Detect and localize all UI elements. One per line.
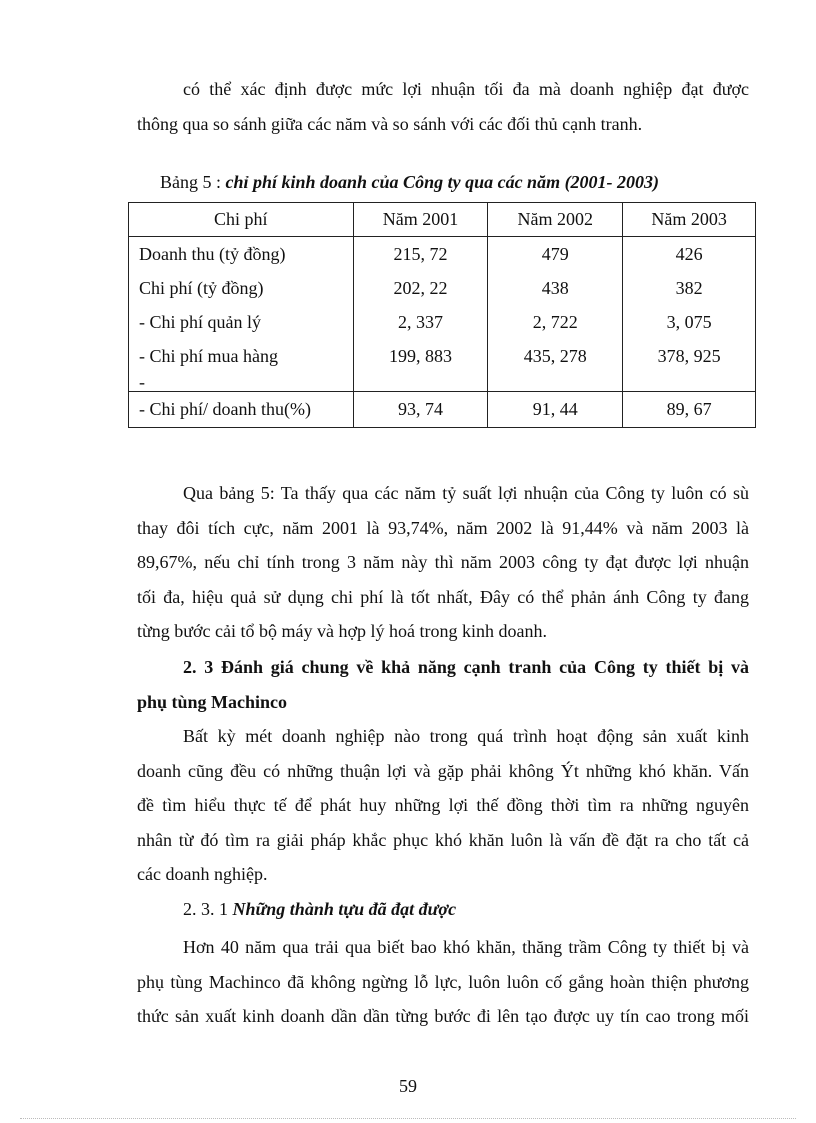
subsection-body-line: phụ tùng Machinco đã không ngừng lỗ lực, luôn luôn cố gắng hoàn thiện phương: [137, 971, 749, 992]
table-cell: [623, 373, 756, 392]
table-cell: 438: [488, 271, 623, 305]
subsection-number: 2. 3. 1: [183, 899, 233, 919]
table-row: [129, 339, 756, 373]
row-label: - Chi phí/ doanh thu(%): [129, 392, 354, 428]
table-caption: [160, 172, 659, 193]
section-heading-line: phụ tùng Machinco: [137, 691, 288, 712]
footer-divider: [20, 1118, 796, 1119]
analysis-line: Qua bảng 5: Ta thấy qua các năm tỷ suất lợi nhuận của Công ty luôn có sù: [183, 483, 749, 503]
intro-line: có thể xác định được mức lợi nhuận tối đa mà doanh nghiệp đạt được: [183, 79, 749, 99]
header-cell: Năm 2003: [623, 203, 756, 237]
table-cell: 89, 67: [623, 392, 756, 428]
table-header-row: [129, 203, 756, 237]
table-cell: 479: [488, 237, 623, 272]
table-caption-title: chỉ phí kinh doanh của Công ty qua các năm (2001- 2003): [225, 172, 660, 192]
table-cell: 378, 925: [623, 339, 756, 373]
row-label: Chi phí (tỷ đồng): [129, 271, 354, 305]
table-row: [129, 237, 756, 272]
table-cell: 382: [623, 271, 756, 305]
row-label: - Chi phí mua hàng: [129, 339, 354, 373]
header-cell: Năm 2001: [353, 203, 488, 237]
table-cell: 435, 278: [488, 339, 623, 373]
table-cell: 202, 22: [353, 271, 488, 305]
table-row: [129, 271, 756, 305]
table-cell: 215, 72: [353, 237, 488, 272]
row-label: Doanh thu (tỷ đồng): [129, 237, 354, 272]
table-row: [129, 305, 756, 339]
section-body-line: doanh cũng đều có những thuận lợi và gặp phải không Ýt những khó khăn. Vấn: [137, 760, 749, 781]
section-body-line: các doanh nghiệp.: [137, 864, 268, 884]
section-heading: [137, 650, 749, 719]
subsection-body-line: thức sản xuất kinh doanh dần dần từng bước đi lên tạo được uy tín cao trong mối: [137, 1006, 749, 1026]
subsection-body-line: Hơn 40 năm qua trải qua biết bao khó khăn, thăng trầm Công ty thiết bị và: [183, 937, 749, 957]
row-label: -: [129, 373, 354, 392]
table-cell: 93, 74: [353, 392, 488, 428]
intro-line: thông qua so sánh giữa các năm và so sánh với các đối thủ cạnh tranh.: [137, 113, 643, 134]
header-cell: Chi phí: [129, 203, 354, 237]
table-cell: 199, 883: [353, 339, 488, 373]
table-cell: [488, 373, 623, 392]
analysis-line: tối đa, hiệu quả sử dụng chi phí là tốt nhất, Đây có thể phản ánh Công ty đang: [137, 586, 749, 607]
table-caption-prefix: Bảng 5 :: [160, 172, 226, 192]
subsection-title: Những thành tựu đã đạt được: [232, 899, 457, 919]
table-cell: 91, 44: [488, 392, 623, 428]
section-heading-line: 2. 3 Đánh giá chung về khả năng cạnh tranh của Công ty thiết bị và: [183, 657, 749, 677]
analysis-line: 89,67%, nếu chỉ tính trong 3 năm này thì năm 2003 công ty đạt được lợi nhuận: [137, 552, 749, 572]
cost-table: [128, 202, 756, 428]
table-row-ratio: [129, 392, 756, 428]
table-cell: 426: [623, 237, 756, 272]
section-body-line: nhân từ đó tìm ra giải pháp khắc phục khó khăn luôn là vấn đề đặt ra cho tất cả: [137, 829, 749, 850]
section-body-paragraph: [137, 719, 749, 892]
section-body-line: Bất kỳ mét doanh nghiệp nào trong quá trình hoạt động sản xuất kinh: [183, 726, 749, 746]
table-cell: 2, 337: [353, 305, 488, 339]
analysis-line: từng bước cải tổ bộ máy và hợp lý hoá trong kinh doanh.: [137, 621, 547, 641]
intro-paragraph: [137, 72, 749, 141]
header-cell: Năm 2002: [488, 203, 623, 237]
subsection-heading: [183, 899, 456, 920]
table-row: [129, 373, 756, 392]
table-cell: 3, 075: [623, 305, 756, 339]
table-cell: [353, 373, 488, 392]
page-number: 59: [399, 1076, 417, 1096]
analysis-line: thay đôi tích cực, năm 2001 là 93,74%, năm 2002 là 91,44% và năm 2003 là: [137, 517, 749, 538]
row-label: - Chi phí quản lý: [129, 305, 354, 339]
analysis-paragraph: [137, 476, 749, 649]
section-body-line: đề tìm hiểu thực tế để phát huy những lợi thế đồng thời tìm ra những nguyên: [137, 795, 749, 815]
table-cell: 2, 722: [488, 305, 623, 339]
subsection-body-paragraph: [137, 930, 749, 1034]
